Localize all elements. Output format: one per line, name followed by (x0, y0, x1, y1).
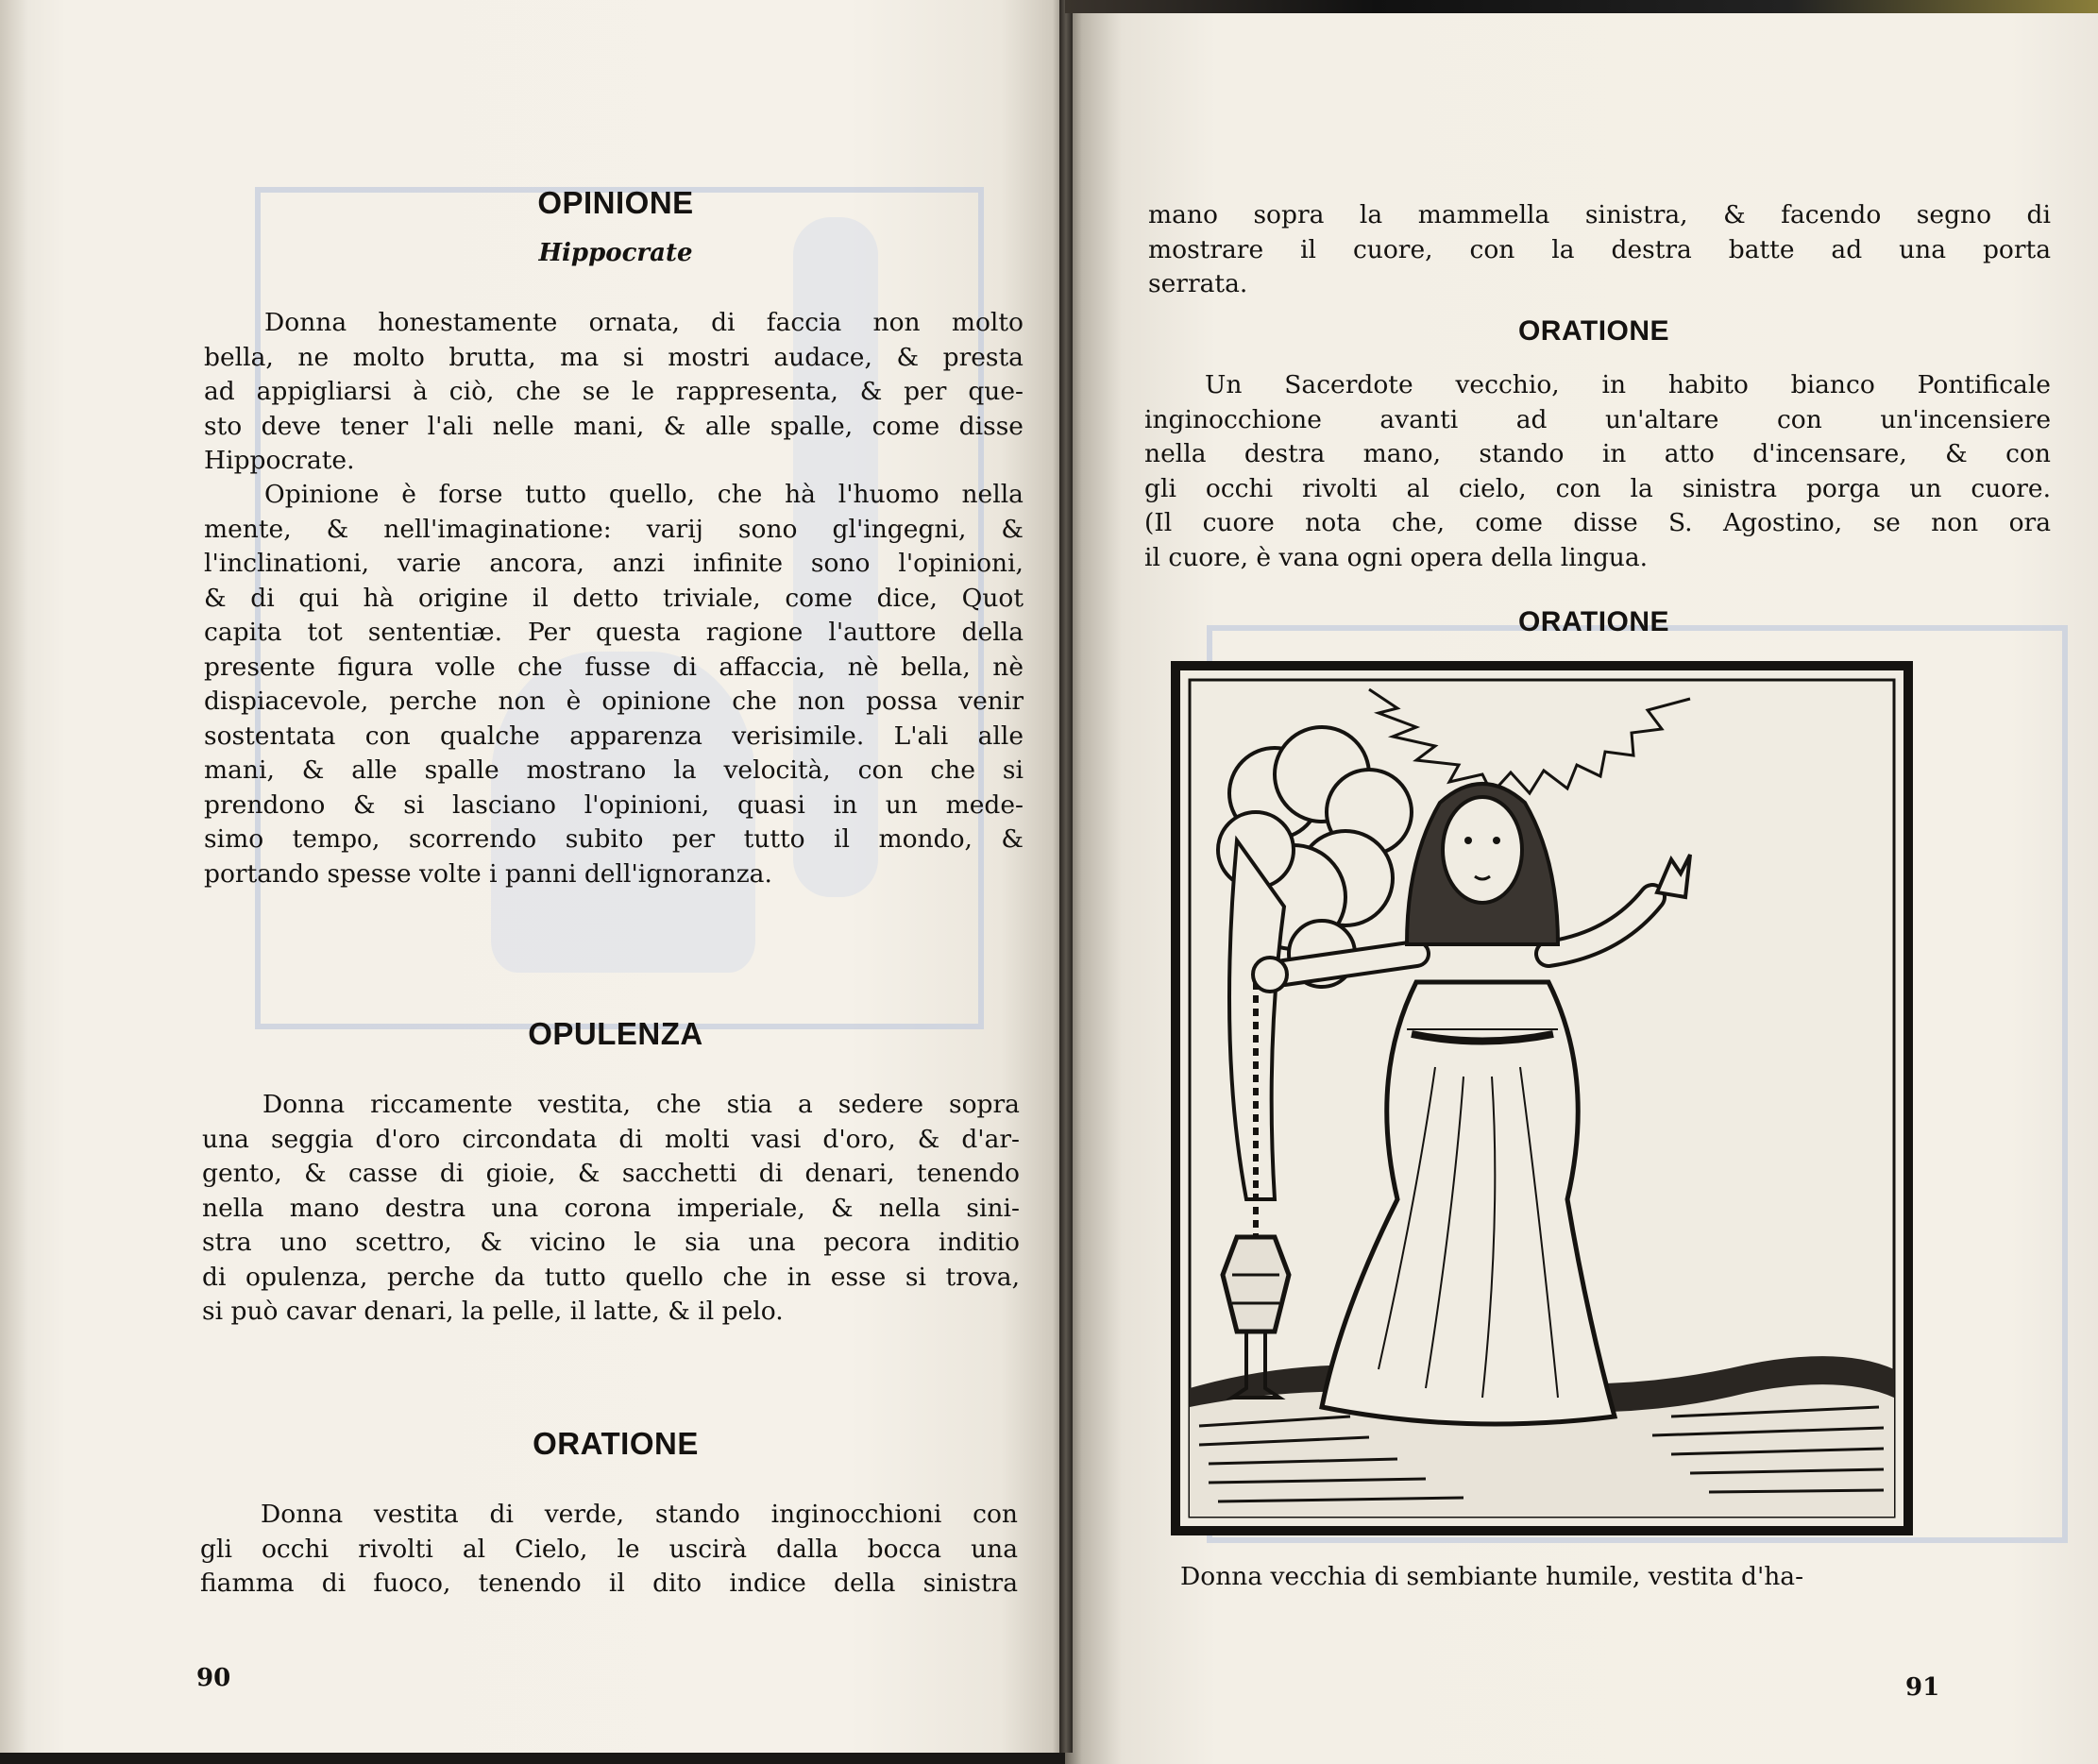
text-line: prendono & si lasciano l'opinioni, quasi in un mede- (204, 789, 1024, 820)
top-edge-shadow (1065, 0, 2098, 13)
text-line: inginocchione avanti ad un'altare con un'incensiere (1144, 404, 2051, 434)
text-line: mano sopra la mammella sinistra, & facendo segno di (1148, 200, 2051, 229)
text-line: simo tempo, scorrendo subito per tutto il mondo, & (204, 824, 1024, 854)
text-line: mente, & nell'imaginatione: varij sono gl'ingegni, & (204, 514, 1024, 544)
text-line: Donna vecchia di sembiante humile, vestita d'ha- (1180, 1562, 1804, 1591)
paragraph-oratione-2 (1144, 368, 2051, 575)
section-heading-oratione: ORATIONE (533, 1426, 699, 1461)
text-line: stra uno scettro, & vicino le sia una pecora inditio (202, 1228, 1020, 1257)
text-line: & di qui hà origine il detto triviale, come dice, Quot (204, 583, 1024, 613)
text-line: gli occhi rivolti al cielo, con la sinistra porga un cuore. (1144, 473, 2051, 503)
text-line: Donna vestita di verde, stando inginocchioni con (261, 1500, 1018, 1529)
book-spine (1059, 0, 1073, 1753)
text-line: serrata. (1148, 269, 1248, 298)
text-line: dispiacevole, perche non è opinione che non possa venir (204, 687, 1024, 716)
caption-line (1180, 1560, 2051, 1595)
text-line: Opinione è forse tutto quello, che hà l'huomo nella (264, 480, 1024, 509)
text-line: Un Sacerdote vecchio, in habito bianco Pontificale (1205, 370, 2051, 399)
text-line: ad appigliarsi à ciò, che se le rappresenta, & per que- (204, 377, 1024, 406)
text-line: mostrare il cuore, con la destra batte ad una porta (1148, 234, 2051, 264)
section-heading-oratione-2: ORATIONE (1517, 315, 1670, 347)
text-line: capita tot sententiæ. Per questa ragione l'auttore della (204, 618, 1024, 647)
text-line: presente figura volle che fusse di affaccia, nè bella, nè (204, 652, 1024, 682)
text-line: il cuore, è vana ogni opera della lingua. (1144, 542, 1649, 572)
paragraph-oratione (200, 1498, 1018, 1602)
text-line: (Il cuore nota che, come disse S. Agostino, se non ora (1144, 508, 2051, 537)
text-line: Donna riccamente vestita, che stia a sedere sopra (262, 1090, 1020, 1119)
text-line: si può cavar denari, la pelle, il latte, & il pelo. (202, 1297, 784, 1326)
text-line: gli occhi rivolti al Cielo, le uscirà dalla bocca una (200, 1534, 1018, 1564)
text-line: portando spesse volte i panni dell'ignoranza. (204, 858, 772, 889)
page-number-right: 91 (1905, 1673, 1940, 1702)
section-heading-oratione-3: ORATIONE (1517, 606, 1670, 637)
section-heading-opinione: OPINIONE (537, 185, 694, 220)
paragraph-opinione-1 (204, 306, 1024, 479)
text-line: sostentata con qualche apparenza verisimile. L'ali alle (204, 721, 1024, 751)
section-heading-opulenza: OPULENZA (528, 1016, 703, 1051)
text-line: fiamma di fuoco, tenendo il dito indice della sinistra (200, 1569, 1018, 1598)
paragraph-continuation (1148, 198, 2051, 302)
page-number-left: 90 (196, 1664, 231, 1692)
text-line: nella destra mano, stando in atto d'incensare, & con (1144, 439, 2051, 468)
text-line: una seggia d'oro circondata di molti vasi d'oro, & d'ar- (202, 1124, 1020, 1154)
text-line: sto deve tener l'ali nelle mani, & alle spalle, come disse (204, 411, 1024, 441)
section-subheading: Hippocrate (538, 239, 693, 267)
text-line: l'inclinationi, varie ancora, anzi infinite sono l'opinioni, (204, 549, 1024, 578)
paragraph-opulenza (202, 1088, 1020, 1330)
woodcut-illustration (1171, 661, 1913, 1535)
text-line: nella mano destra una corona imperiale, & nella sini- (202, 1193, 1020, 1223)
paragraph-opinione-2 (204, 478, 1024, 891)
text-line: di opulenza, perche da tutto quello che in esse si trova, (202, 1262, 1020, 1292)
text-line: Donna honestamente ornata, di faccia non molto (264, 308, 1024, 337)
text-line: Hippocrate. (204, 446, 355, 475)
text-line: gento, & casse di gioie, & sacchetti di denari, tenendo (202, 1159, 1020, 1188)
text-line: mani, & alle spalle mostrano la velocità, con che si (204, 755, 1024, 785)
kneeling-woman-woodcut-image (1180, 670, 1903, 1526)
text-line: bella, ne molto brutta, ma si mostri audace, & presta (204, 342, 1024, 372)
